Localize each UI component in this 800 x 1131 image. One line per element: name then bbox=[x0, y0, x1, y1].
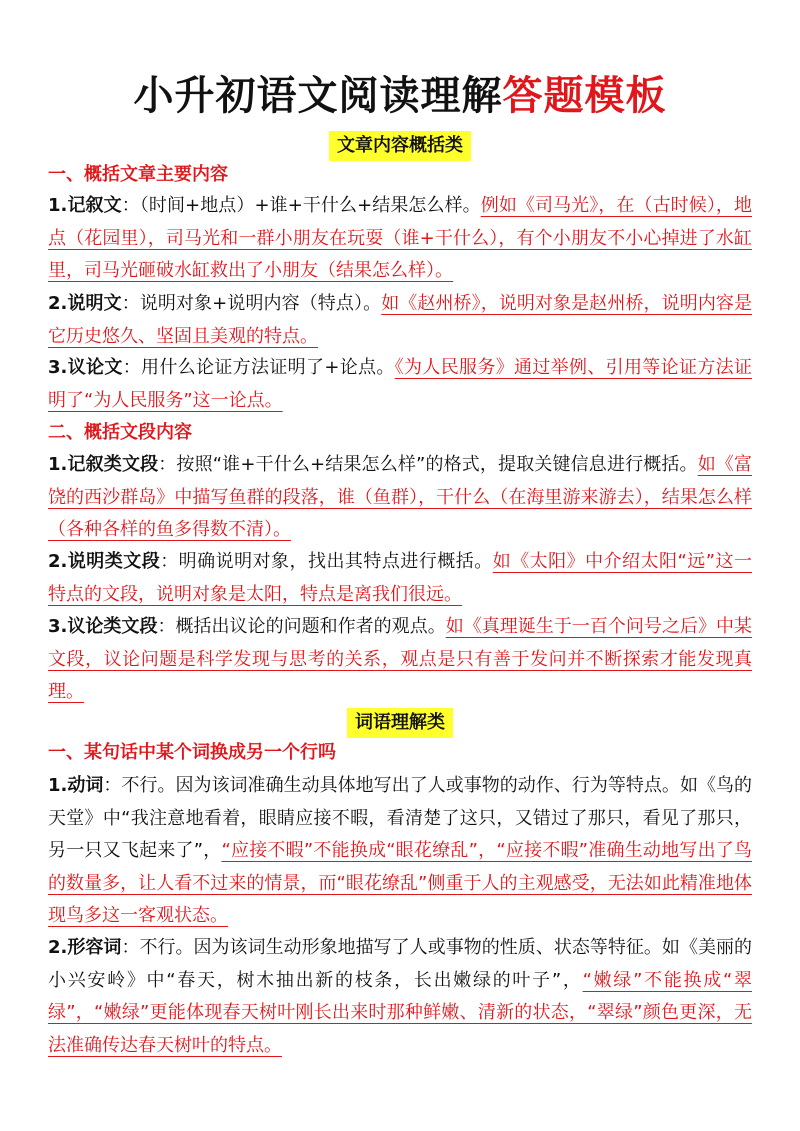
item-example: 如《太阳》中介绍太阳“远”这一特点的文段，说明对象是太阳，特点是离我们很远。 bbox=[48, 551, 752, 605]
item-adjective bbox=[48, 932, 752, 1062]
section-banner-content-summary: 文章内容概括类 bbox=[329, 131, 471, 161]
item-text: ：按照“谁+干什么+结果怎么样”的格式，提取关键信息进行概括。 bbox=[158, 454, 698, 475]
item-verb bbox=[48, 770, 752, 933]
item-text: ：（时间+地点）+谁+干什么+结果怎么样。 bbox=[121, 195, 481, 216]
item-example: 《为人民服务》通过举例、引用等论证方法证明了“为人民服务”这一论点。 bbox=[48, 357, 752, 411]
item-label: 2.说明文 bbox=[48, 293, 122, 314]
item-label: 1.记叙类文段 bbox=[48, 454, 159, 475]
item-expository bbox=[48, 288, 752, 353]
item-example: 如《真理诞生于一百个问号之后》中某文段，议论问题是科学发现与思考的关系，观点是只有善于发问并不断探索才能发现真理。 bbox=[48, 616, 752, 702]
item-text: ：明确说明对象，找出其特点进行概括。 bbox=[160, 551, 493, 572]
item-example: 例如《司马光》，在（古时候），地点（花园里），司马光和一群小朋友在玩耍（谁+干什么），有个小朋友不小心掉进了水缸里，司马光砸破水缸救出了小朋友（结果怎么样）。 bbox=[48, 195, 753, 281]
item-narrative-paragraph bbox=[48, 449, 752, 547]
item-label: 1.动词 bbox=[48, 775, 104, 796]
title-main: 小升初语文阅读理解 bbox=[133, 73, 503, 119]
item-text: ：不行。因为该词准确生动具体地写出了人或事物的动作、行为等特点。如《鸟的天堂》中“我注意地看着，眼睛应接不暇，看清楚了这只，又错过了那只，看见了那只，另一只又飞起来了”， bbox=[48, 775, 752, 861]
page-title bbox=[0, 70, 800, 122]
item-label: 3.议论文 bbox=[48, 357, 123, 378]
item-narrative bbox=[48, 190, 752, 288]
item-label: 2.形容词 bbox=[48, 937, 122, 958]
item-label: 1.记叙文 bbox=[48, 195, 122, 216]
item-text: ：不行。因为该词生动形象地描写了人或事物的性质、状态等特征。如《美丽的小兴安岭》中“春天，树木抽出新的枝条，长出嫩绿的叶子”， bbox=[48, 937, 752, 991]
item-example: 如《赵州桥》，说明对象是赵州桥，说明内容是它历史悠久、坚固且美观的特点。 bbox=[48, 293, 752, 347]
item-label: 3.议论类文段 bbox=[48, 616, 158, 637]
item-argumentative bbox=[48, 352, 752, 417]
item-text: ：说明对象+说明内容（特点）。 bbox=[121, 293, 382, 314]
item-example: “嫩绿”不能换成“翠绿”，“嫩绿”更能体现春天树叶刚长出来时那种鲜嫩、清新的状态，“翠绿”颜色更深，无法准确传达春天树叶的特点。 bbox=[48, 969, 752, 1056]
title-highlight: 答题模板 bbox=[502, 73, 667, 119]
heading-summarize-article: 一、概括文章主要内容 bbox=[48, 164, 228, 185]
heading-summarize-paragraph: 二、概括文段内容 bbox=[48, 422, 192, 443]
item-expository-paragraph bbox=[48, 546, 752, 611]
item-text: ：用什么论证方法证明了+论点。 bbox=[122, 357, 395, 378]
item-argumentative-paragraph bbox=[48, 611, 752, 709]
heading-word-replacement: 一、某句话中某个词换成另一个行吗 bbox=[48, 742, 336, 763]
item-example: 如《富饶的西沙群岛》中描写鱼群的段落，谁（鱼群），干什么（在海里游来游去），结果怎么样（各种各样的鱼多得数不清）。 bbox=[48, 454, 753, 540]
item-text: ：概括出议论的问题和作者的观点。 bbox=[157, 616, 446, 637]
section-banner-word-understanding: 词语理解类 bbox=[347, 708, 453, 738]
item-label: 2.说明类文段 bbox=[48, 551, 161, 572]
item-example: “应接不暇”不能换成“眼花缭乱”，“应接不暇”准确生动地写出了鸟的数量多，让人看不过来的情景，而“眼花缭乱”侧重于人的主观感受，无法如此精准地体现鸟多这一客观状态。 bbox=[48, 840, 752, 926]
